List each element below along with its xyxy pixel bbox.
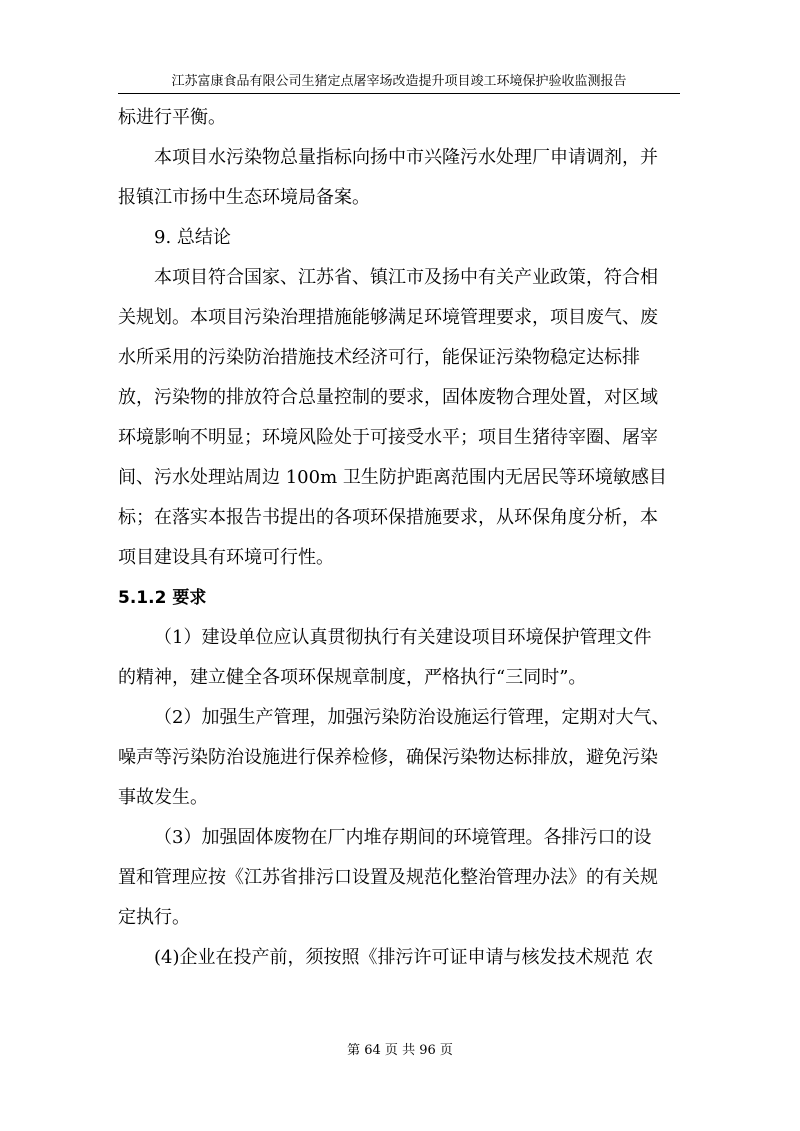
- paragraph-line: (4)企业在投产前，须按照《排污许可证申请与核发技术规范 农: [154, 947, 654, 968]
- paragraph-line: 放，污染物的排放符合总量控制的要求，固体废物合理处置，对区域: [118, 387, 658, 408]
- paragraph-line: 报镇江市扬中生态环境局备案。: [118, 187, 370, 208]
- paragraph-line: 本项目水污染物总量指标向扬中市兴隆污水处理厂申请调剂，并: [154, 147, 658, 168]
- paragraph-line: 9. 总结论: [154, 227, 231, 248]
- paragraph-line: （3）加强固体废物在厂内堆存期间的环境管理。各排污口的设: [154, 827, 652, 848]
- paragraph-line: 置和管理应按《江苏省排污口设置及规范化整治管理办法》的有关规: [118, 867, 658, 888]
- paragraph-line: 水所采用的污染防治措施技术经济可行，能保证污染物稳定达标排: [118, 347, 640, 368]
- paragraph-line: 标进行平衡。: [118, 107, 226, 128]
- paragraph-line: 的精神，建立健全各项环保规章制度，严格执行“三同时”。: [118, 667, 587, 688]
- paragraph-line: 环境影响不明显；环境风险处于可接受水平；项目生猪待宰圈、屠宰: [118, 427, 658, 448]
- paragraph-line: （1）建设单位应认真贯彻执行有关建设项目环境保护管理文件: [154, 627, 652, 648]
- running-header: 江苏富康食品有限公司生猪定点屠宰场改造提升项目竣工环境保护验收监测报告: [118, 74, 680, 94]
- paragraph-line: 项目建设具有环境可行性。: [118, 547, 334, 568]
- paragraph-line: 噪声等污染防治设施进行保养检修，确保污染物达标排放，避免污染: [118, 747, 658, 768]
- paragraph-line: 关规划。本项目污染治理措施能够满足环境管理要求，项目废气、废: [118, 307, 658, 328]
- section-heading: 5.1.2 要求: [118, 588, 207, 608]
- document-body: [118, 98, 683, 978]
- paragraph-line: 本项目符合国家、江苏省、镇江市及扬中有关产业政策，符合相: [154, 267, 658, 288]
- paragraph-line: 标；在落实本报告书提出的各项环保措施要求，从环保角度分析，本: [118, 507, 658, 528]
- paragraph-line: 定执行。: [118, 907, 190, 928]
- paragraph-line: 事故发生。: [118, 787, 208, 808]
- paragraph-line: （2）加强生产管理，加强污染防治设施运行管理，定期对大气、: [154, 707, 670, 728]
- page-number: 第 64 页 共 96 页: [347, 1043, 453, 1058]
- paragraph-line: 间、污水处理站周边 100m 卫生防护距离范围内无居民等环境敏感目: [118, 467, 667, 488]
